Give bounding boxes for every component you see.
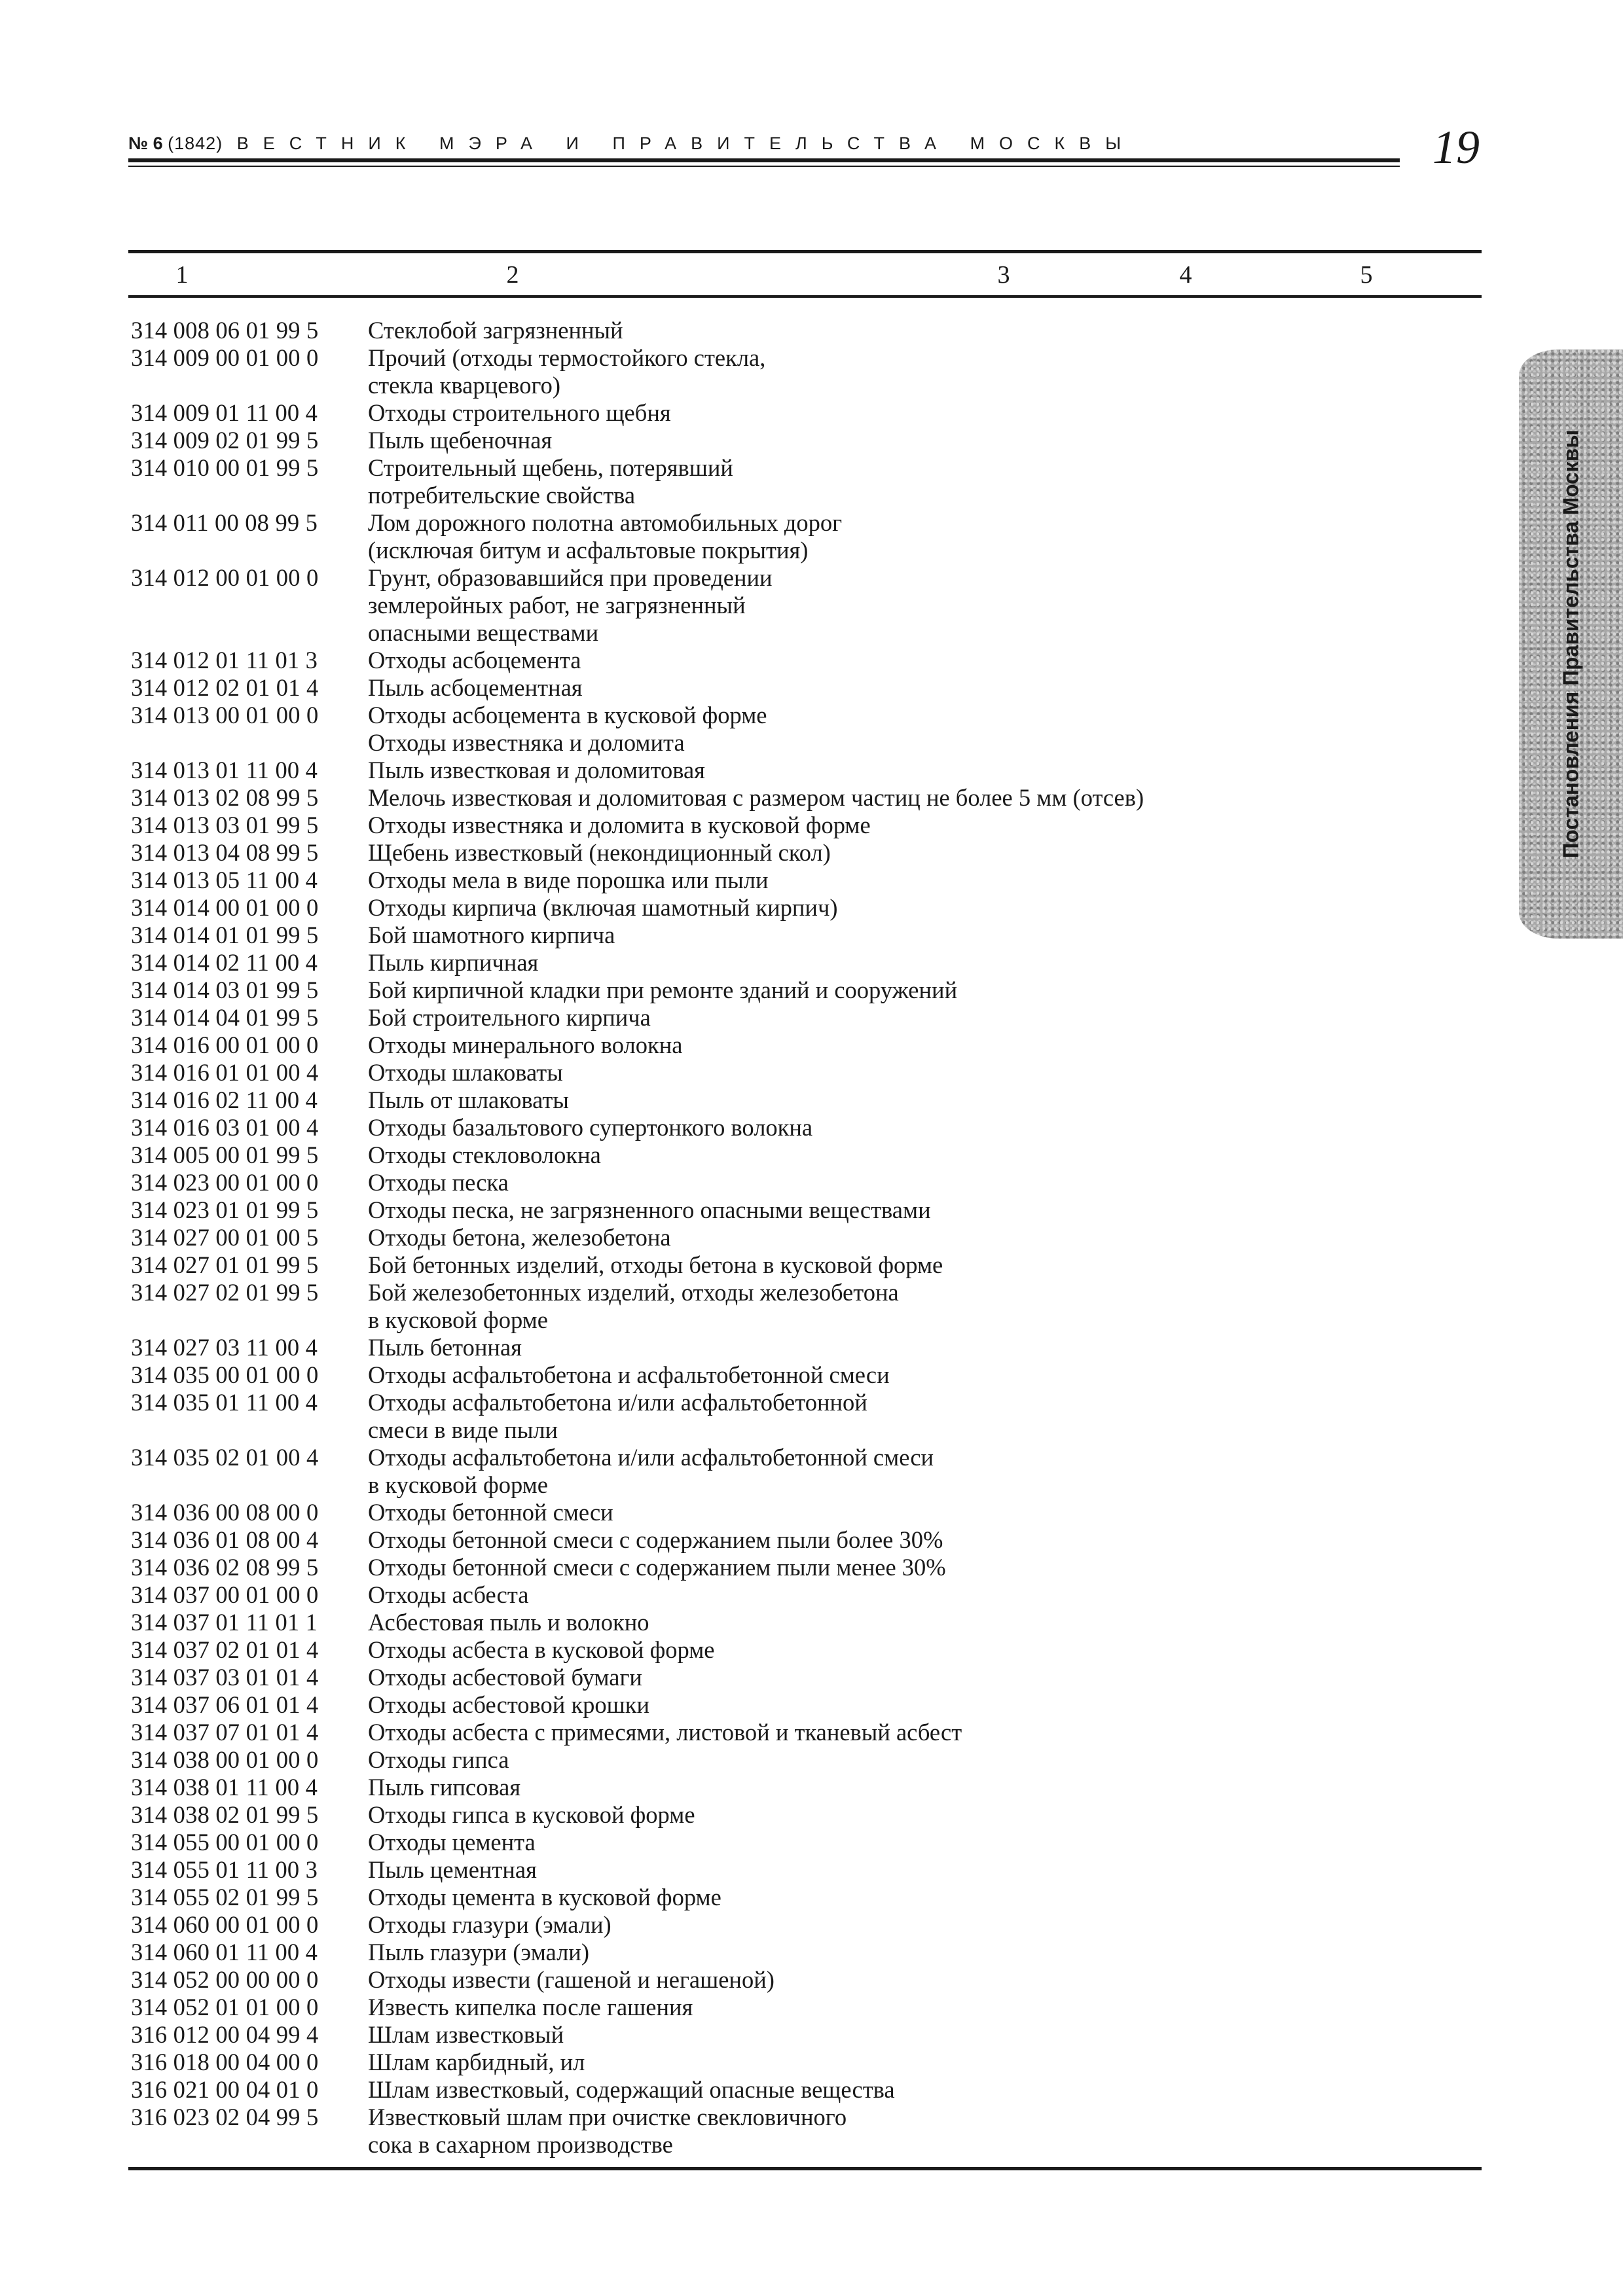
waste-name: Отходы бетонной смеси с содержанием пыли менее 30% — [368, 1554, 946, 1581]
waste-code: 314 027 02 01 99 5 — [131, 1279, 319, 1306]
table-row — [131, 1389, 1244, 1444]
waste-name: Щебень известковый (некондиционный скол) — [368, 839, 831, 866]
waste-name: Прочий (отходы термостойкого стекла, стекла кварцевого) — [368, 344, 766, 399]
table-row — [131, 1581, 1244, 1609]
waste-code: 314 008 06 01 99 5 — [131, 317, 319, 344]
table-row — [131, 784, 1244, 812]
waste-name: Бой строительного кирпича — [368, 1004, 651, 1031]
waste-code: 314 009 01 11 00 4 — [131, 399, 318, 426]
table-row — [131, 839, 1244, 867]
table-row — [131, 2104, 1244, 2159]
table-row — [131, 1031, 1244, 1059]
waste-name: Отходы асбестовой крошки — [368, 1691, 650, 1718]
waste-name: Отходы кирпича (включая шамотный кирпич) — [368, 894, 838, 921]
waste-code: 314 005 00 01 99 5 — [131, 1141, 319, 1168]
waste-code: 314 036 00 08 00 0 — [131, 1499, 319, 1526]
waste-code: 314 016 00 01 00 0 — [131, 1031, 319, 1058]
section-side-tab-label: Постановления Правительства Москвы — [1558, 429, 1583, 859]
table-row — [131, 1966, 1244, 1994]
waste-name: Известковый шлам при очистке свекловичного сока в сахарном производстве — [368, 2104, 847, 2158]
waste-code: 314 035 00 01 00 0 — [131, 1361, 319, 1388]
waste-code: 314 012 02 01 01 4 — [131, 674, 319, 701]
table-row — [131, 1526, 1244, 1554]
waste-code: 314 037 01 11 01 1 — [131, 1609, 318, 1636]
table-row — [131, 1994, 1244, 2021]
waste-name: Отходы асфальтобетона и/или асфальтобетонной смеси в кусковой форме — [368, 1444, 934, 1498]
waste-code: 316 018 00 04 00 0 — [131, 2049, 319, 2075]
header-rule-thin — [128, 166, 1400, 167]
table-row — [131, 1609, 1244, 1636]
waste-name: Бой железобетонных изделий, отходы железобетона в кусковой форме — [368, 1279, 899, 1333]
issue-number: № 6 — [128, 134, 163, 153]
waste-code: 314 037 06 01 01 4 — [131, 1691, 319, 1718]
table-row — [131, 2049, 1244, 2076]
waste-code: 314 023 00 01 00 0 — [131, 1169, 319, 1196]
waste-code: 314 009 02 01 99 5 — [131, 427, 319, 454]
waste-code: 314 014 03 01 99 5 — [131, 977, 319, 1003]
table-header-rule — [128, 295, 1482, 298]
waste-code: 314 009 00 01 00 0 — [131, 344, 319, 371]
waste-code: 314 014 04 01 99 5 — [131, 1004, 319, 1031]
table-row — [131, 1884, 1244, 1911]
table-row — [131, 1801, 1244, 1829]
waste-code: 314 052 01 01 00 0 — [131, 1994, 319, 2020]
table-row — [131, 922, 1244, 949]
section-side-tab-text — [1519, 350, 1623, 939]
table-row — [131, 949, 1244, 977]
waste-code: 314 035 01 11 00 4 — [131, 1389, 318, 1416]
header-rule-thick — [128, 158, 1400, 162]
table-row — [131, 1856, 1244, 1884]
waste-code: 314 038 00 01 00 0 — [131, 1746, 319, 1773]
waste-code: 314 027 00 01 00 5 — [131, 1224, 319, 1251]
waste-code: 314 013 02 08 99 5 — [131, 784, 319, 811]
waste-code: 314 016 02 11 00 4 — [131, 1086, 318, 1113]
waste-code: 314 012 01 11 01 3 — [131, 647, 318, 673]
header-text — [128, 134, 1135, 154]
waste-code: 316 023 02 04 99 5 — [131, 2104, 319, 2130]
waste-name: Пыль бетонная — [368, 1334, 522, 1361]
waste-name: Шлам известковый, содержащий опасные вещества — [368, 2076, 895, 2103]
waste-name: Отходы базальтового супертонкого волокна — [368, 1114, 813, 1141]
table-row — [131, 1251, 1244, 1279]
journal-title: ВЕСТНИК МЭРА И ПРАВИТЕЛЬСТВА МОСКВЫ — [236, 134, 1136, 153]
waste-code: 314 052 00 00 00 0 — [131, 1966, 319, 1993]
table-row — [131, 1939, 1244, 1966]
waste-name: Строительный щебень, потерявший потребительские свойства — [368, 454, 733, 509]
table-row — [131, 977, 1244, 1004]
table-row — [131, 1774, 1244, 1801]
waste-code: 314 037 02 01 01 4 — [131, 1636, 319, 1663]
table-row — [131, 564, 1244, 647]
waste-name: Пыль глазури (эмали) — [368, 1939, 589, 1965]
waste-name: Отходы мела в виде порошка или пыли — [368, 867, 769, 893]
waste-name: Отходы бетонной смеси с содержанием пыли более 30% — [368, 1526, 943, 1553]
waste-code: 314 023 01 01 99 5 — [131, 1196, 319, 1223]
waste-code: 314 013 03 01 99 5 — [131, 812, 319, 838]
column-number-5: 5 — [1360, 261, 1373, 289]
waste-code: 314 010 00 01 99 5 — [131, 454, 319, 481]
table-row — [131, 674, 1244, 702]
table-row — [131, 1279, 1244, 1334]
waste-code: 314 011 00 08 99 5 — [131, 509, 318, 536]
waste-name: Пыль асбоцементная — [368, 674, 583, 701]
table-row — [131, 1664, 1244, 1691]
table-row — [131, 1691, 1244, 1719]
table-row — [131, 427, 1244, 454]
table-top-rule — [128, 250, 1482, 253]
table-row — [131, 344, 1244, 399]
table-body — [131, 317, 1244, 2159]
waste-code: 314 014 02 11 00 4 — [131, 949, 318, 976]
table-row — [131, 1059, 1244, 1086]
table-row — [131, 1361, 1244, 1389]
waste-name: Лом дорожного полотна автомобильных дорог (исключая битум и асфальтовые покрытия) — [368, 509, 843, 564]
waste-name: Пыль цементная — [368, 1856, 537, 1883]
waste-code: 314 013 04 08 99 5 — [131, 839, 319, 866]
waste-code: 314 037 07 01 01 4 — [131, 1719, 319, 1746]
column-number-3: 3 — [997, 261, 1010, 289]
waste-name: Отходы асбоцемента — [368, 647, 581, 673]
column-number-2: 2 — [506, 261, 519, 289]
table-row — [131, 647, 1244, 674]
waste-code: 314 027 01 01 99 5 — [131, 1251, 319, 1278]
table-row — [131, 1911, 1244, 1939]
waste-name: Отходы цемента в кусковой форме — [368, 1884, 721, 1910]
waste-name: Пыль щебеночная — [368, 427, 553, 454]
table-row — [131, 1444, 1244, 1499]
waste-name: Отходы асбестовой бумаги — [368, 1664, 642, 1691]
waste-name: Отходы шлаковаты — [368, 1059, 563, 1086]
table-row — [131, 1334, 1244, 1361]
waste-code: 314 016 03 01 00 4 — [131, 1114, 319, 1141]
waste-name: Отходы песка, не загрязненного опасными веществами — [368, 1196, 931, 1223]
waste-name: Отходы извести (гашеной и негашеной) — [368, 1966, 775, 1993]
table-row — [131, 2076, 1244, 2104]
waste-code: 314 036 02 08 99 5 — [131, 1554, 319, 1581]
waste-name: Грунт, образовавшийся при проведении землеройных работ, не загрязненный опасными веществами — [368, 564, 773, 646]
waste-code: 314 055 01 11 00 3 — [131, 1856, 318, 1883]
waste-code: 314 060 00 01 00 0 — [131, 1911, 319, 1938]
table-bottom-rule — [128, 2167, 1482, 2170]
waste-name: Отходы асфальтобетона и/или асфальтобетонной смеси в виде пыли — [368, 1389, 867, 1443]
waste-code: 314 035 02 01 00 4 — [131, 1444, 319, 1471]
waste-name: Отходы гипса — [368, 1746, 509, 1773]
waste-code: 314 014 00 01 00 0 — [131, 894, 319, 921]
waste-name: Стеклобой загрязненный — [368, 317, 623, 344]
waste-code: 314 036 01 08 00 4 — [131, 1526, 319, 1553]
table-row — [131, 1636, 1244, 1664]
table-row — [131, 702, 1244, 757]
waste-name: Отходы известняка и доломита в кусковой форме — [368, 812, 871, 838]
table-row — [131, 317, 1244, 344]
waste-name: Отходы цемента — [368, 1829, 536, 1856]
table-row — [131, 1499, 1244, 1526]
waste-code: 314 037 03 01 01 4 — [131, 1664, 319, 1691]
waste-code: 314 012 00 01 00 0 — [131, 564, 319, 591]
page-header — [128, 121, 1480, 181]
table-row — [131, 1086, 1244, 1114]
waste-name: Пыль кирпичная — [368, 949, 539, 976]
waste-name: Отходы бетона, железобетона — [368, 1224, 671, 1251]
table-row — [131, 1829, 1244, 1856]
waste-name: Отходы глазури (эмали) — [368, 1911, 611, 1938]
waste-code: 316 012 00 04 99 4 — [131, 2021, 319, 2048]
waste-code: 314 013 00 01 00 0 — [131, 702, 319, 728]
waste-name: Бой кирпичной кладки при ремонте зданий и сооружений — [368, 977, 958, 1003]
waste-name: Отходы гипса в кусковой форме — [368, 1801, 695, 1828]
waste-code: 314 013 05 11 00 4 — [131, 867, 318, 893]
waste-code: 314 027 03 11 00 4 — [131, 1334, 318, 1361]
waste-code: 314 037 00 01 00 0 — [131, 1581, 319, 1608]
waste-name: Мелочь известковая и доломитовая с размером частиц не более 5 мм (отсев) — [368, 784, 1144, 811]
waste-name: Бой бетонных изделий, отходы бетона в кусковой форме — [368, 1251, 943, 1278]
waste-code: 314 013 01 11 00 4 — [131, 757, 318, 783]
waste-name: Пыль гипсовая — [368, 1774, 521, 1801]
table-row — [131, 1004, 1244, 1031]
waste-name: Шлам карбидный, ил — [368, 2049, 585, 2075]
waste-name: Отходы бетонной смеси — [368, 1499, 613, 1526]
waste-code: 314 038 02 01 99 5 — [131, 1801, 319, 1828]
waste-name: Известь кипелка после гашения — [368, 1994, 693, 2020]
waste-name: Отходы песка — [368, 1169, 509, 1196]
waste-name: Бой шамотного кирпича — [368, 922, 615, 948]
table-row — [131, 1169, 1244, 1196]
table-row — [131, 2021, 1244, 2049]
table-row — [131, 812, 1244, 839]
waste-name: Асбестовая пыль и волокно — [368, 1609, 649, 1636]
table-row — [131, 509, 1244, 564]
waste-name: Отходы асбоцемента в кусковой форме Отходы известняка и доломита — [368, 702, 767, 756]
table-row — [131, 757, 1244, 784]
column-number-4: 4 — [1179, 261, 1192, 289]
waste-name: Отходы асфальтобетона и асфальтобетонной смеси — [368, 1361, 890, 1388]
waste-name: Отходы асбеста в кусковой форме — [368, 1636, 715, 1663]
table-row — [131, 867, 1244, 894]
table-row — [131, 1719, 1244, 1746]
column-number-1: 1 — [175, 261, 189, 289]
page-number: 19 — [1432, 121, 1480, 173]
waste-code: 314 038 01 11 00 4 — [131, 1774, 318, 1801]
table-row — [131, 454, 1244, 509]
table-row — [131, 1746, 1244, 1774]
table-row — [131, 1141, 1244, 1169]
waste-code: 316 021 00 04 01 0 — [131, 2076, 319, 2103]
waste-code: 314 055 02 01 99 5 — [131, 1884, 319, 1910]
table-row — [131, 1554, 1244, 1581]
waste-name: Отходы минерального волокна — [368, 1031, 683, 1058]
table-row — [131, 399, 1244, 427]
waste-code: 314 014 01 01 99 5 — [131, 922, 319, 948]
waste-name: Шлам известковый — [368, 2021, 564, 2048]
waste-name: Пыль от шлаковаты — [368, 1086, 569, 1113]
waste-code: 314 060 01 11 00 4 — [131, 1939, 318, 1965]
waste-name: Отходы асбеста с примесями, листовой и тканевый асбест — [368, 1719, 962, 1746]
table-row — [131, 1224, 1244, 1251]
table-row — [131, 894, 1244, 922]
issue-total: (1842) — [168, 134, 223, 153]
waste-name: Отходы асбеста — [368, 1581, 529, 1608]
waste-name: Отходы стекловолокна — [368, 1141, 601, 1168]
waste-name: Отходы строительного щебня — [368, 399, 671, 426]
table-row — [131, 1196, 1244, 1224]
table-row — [131, 1114, 1244, 1141]
waste-code: 314 016 01 01 00 4 — [131, 1059, 319, 1086]
waste-name: Пыль известковая и доломитовая — [368, 757, 705, 783]
waste-code: 314 055 00 01 00 0 — [131, 1829, 319, 1856]
